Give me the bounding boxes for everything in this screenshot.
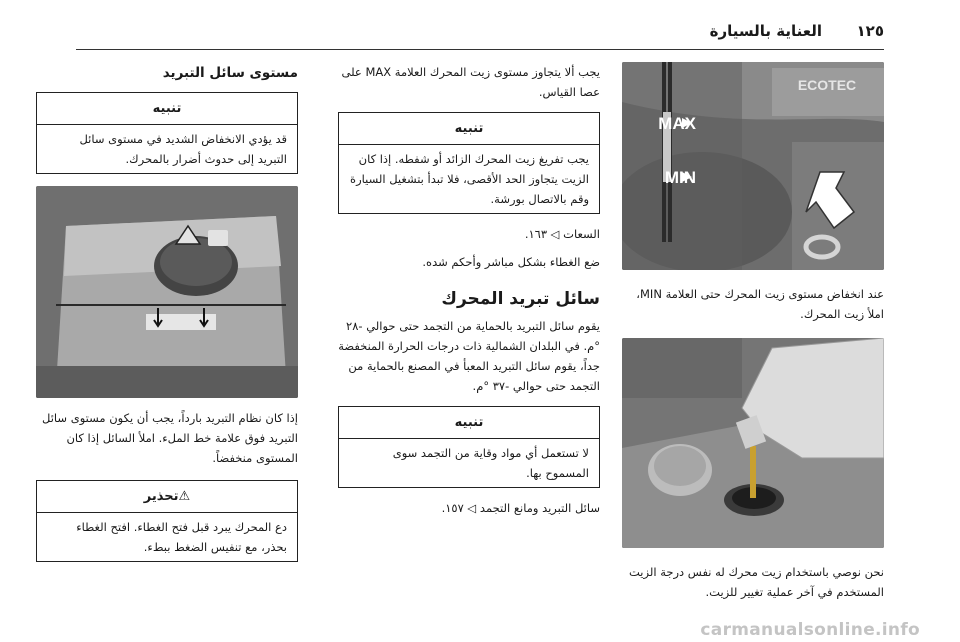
coolant-level-heading: مستوى سائل التبريد — [162, 65, 298, 81]
watermark: carmanualsonline.info — [700, 620, 920, 640]
warning-hot-cap — [36, 480, 298, 562]
notice-body: قد يؤدي الانخفاض الشديد في مستوى سائل التبريد إلى حدوث أضرار بالمحرك. — [79, 132, 287, 166]
notice-title: تنبيه — [37, 93, 297, 125]
notice-title: تنبيه — [339, 407, 599, 439]
engine-brand-label: ECOTEC — [797, 77, 857, 93]
dipstick-image — [622, 62, 884, 270]
min-label: MIN — [664, 168, 696, 187]
oil-grade-text: نحن نوصي باستخدام زيت محرك له نفس درجة الزيت المستخدم في آخر عملية تغيير للزيت. — [629, 565, 884, 599]
max-level-text: يجب ألا يتجاوز مستوى زيت المحرك العلامة MAX على عصا القياس. — [341, 65, 600, 99]
cap-instruction-text: ضع الغطاء بشكل مباشر وأحكم شده. — [422, 255, 600, 269]
notice-title: تنبيه — [339, 113, 599, 145]
page-title: العناية بالسيارة — [709, 22, 822, 40]
coolant-description: يقوم سائل التبريد بالحماية من التجمد حتى حوالي -٢٨ °م. في البلدان الشمالية ذات درجات الحرارة المنخفضة جداً، يقوم سائل التبريد المعبأ في المصنع بالحماية من التجمد حتى حوالي -٣٧ °م. — [338, 319, 600, 393]
warning-title: ⚠تحذير — [37, 481, 297, 513]
notice-low-coolant — [36, 92, 298, 174]
right-column — [622, 62, 884, 602]
manual-icon — [208, 230, 228, 246]
page-header — [76, 18, 884, 50]
notice-body: لا تستعمل أي مواد وقاية من التجمد سوى المسموح بها. — [392, 446, 589, 480]
oil-refill-image — [622, 338, 884, 548]
notice-excess-oil — [338, 112, 600, 214]
coolant-reservoir-image — [36, 186, 298, 398]
coolant-heading: سائل تبريد المحرك — [441, 289, 600, 309]
notice-antifreeze — [338, 406, 600, 488]
middle-column — [338, 62, 600, 518]
left-column — [36, 62, 298, 562]
capacities-reference: السعات ◁ ١٦٣. — [524, 227, 600, 241]
header-rule — [76, 49, 884, 50]
coolant-level-text: إذا كان نظام التبريد بارداً، يجب أن يكون مستوى سائل التبريد فوق علامة خط الملء. املأ السائل إذا كان المستوى منخفضاً. — [42, 411, 298, 465]
page-number: ١٢٥ — [856, 22, 884, 40]
notice-body: يجب تفريغ زيت المحرك الزائد أو شفطه. إذا كان الزيت يتجاوز الحد الأقصى، فلا تبدأ بتشغيل السيارة وقم بالاتصال بورشة. — [350, 152, 589, 206]
min-level-text: عند انخفاض مستوى زيت المحرك حتى العلامة MIN، املأ زيت المحرك. — [636, 287, 884, 321]
antifreeze-reference: سائل التبريد ومانع التجمد ◁ ١٥٧. — [441, 501, 600, 515]
max-label: MAX — [658, 114, 696, 133]
warning-body: دع المحرك يبرد قبل فتح الغطاء. افتح الغطاء بحذر، مع تنفيس الضغط ببطء. — [76, 520, 287, 554]
